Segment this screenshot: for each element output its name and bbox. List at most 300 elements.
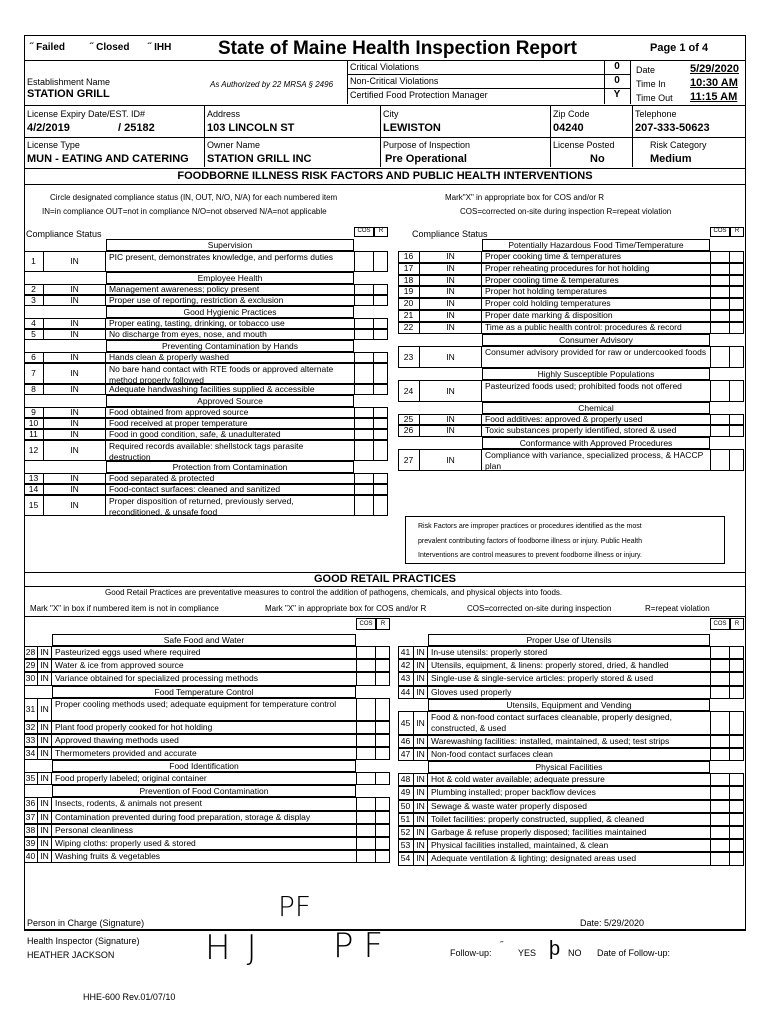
cos-checkbox[interactable] [356, 672, 376, 685]
cos-checkbox[interactable] [356, 734, 376, 747]
item-description: Proper cold holding temperatures [485, 298, 611, 309]
inspection-item-row [24, 484, 394, 495]
repeat-checkbox[interactable] [376, 734, 390, 747]
inspection-item-row [398, 322, 746, 334]
repeat-checkbox[interactable] [730, 425, 744, 437]
compliance-status[interactable]: IN [44, 484, 106, 495]
item-number: 28 [24, 646, 38, 659]
cos-checkbox[interactable] [710, 425, 730, 437]
item-description: Proper use of reporting, restriction & exclusion [109, 295, 284, 305]
license-posted-label: License Posted [553, 140, 615, 150]
repeat-checkbox[interactable] [730, 786, 744, 799]
item-description: Pasteurized foods used; prohibited foods not offered [485, 380, 682, 391]
cos-checkbox[interactable] [356, 811, 376, 824]
repeat-checkbox[interactable] [376, 772, 390, 785]
item-number: 51 [398, 813, 414, 826]
item-number: 49 [398, 786, 414, 799]
inspection-item-row [398, 263, 746, 275]
item-number: 3 [24, 295, 44, 306]
repeat-checkbox[interactable] [730, 839, 744, 852]
repeat-checkbox[interactable] [730, 826, 744, 839]
date-label: Date [636, 65, 656, 75]
compliance-status[interactable]: IN [44, 429, 106, 440]
cos-checkbox[interactable] [356, 698, 376, 721]
item-description: Food-contact surfaces: cleaned and sanitized [109, 484, 281, 494]
item-description: Washing fruits & vegetables [55, 851, 161, 862]
inspection-item-row [398, 286, 746, 298]
grp-right-r-header: R [730, 618, 744, 630]
grp-left-table [24, 618, 396, 900]
repeat-checkbox[interactable] [374, 473, 388, 484]
inspection-item-row [24, 811, 396, 824]
compliance-status[interactable]: IN [44, 251, 106, 272]
cos-checkbox[interactable] [354, 407, 374, 418]
compliance-status[interactable]: IN [38, 837, 52, 850]
item-number: 27 [398, 449, 420, 471]
repeat-checkbox[interactable] [730, 852, 744, 865]
section-header [24, 272, 394, 284]
cos-checkbox[interactable] [354, 251, 374, 272]
repeat-checkbox[interactable] [374, 318, 388, 329]
repeat-checkbox[interactable] [374, 407, 388, 418]
item-description: In-use utensils: properly stored [431, 647, 548, 657]
compliance-status[interactable]: IN [414, 852, 428, 865]
item-number: 10 [24, 418, 44, 429]
compliance-status[interactable]: IN [420, 346, 482, 368]
compliance-status[interactable]: IN [44, 329, 106, 340]
pic-signature-label: Person in Charge (Signature) [27, 918, 145, 928]
item-number: 5 [24, 329, 44, 340]
cos-checkbox[interactable] [710, 659, 730, 672]
compliance-status[interactable]: IN [38, 797, 52, 810]
compliance-status[interactable]: IN [38, 811, 52, 824]
license-expiry-value: 4/2/2019 [27, 122, 70, 134]
cos-checkbox[interactable] [710, 672, 730, 685]
time-in-label: Time In [636, 79, 666, 89]
repeat-checkbox[interactable] [374, 284, 388, 295]
compliance-status[interactable]: IN [420, 449, 482, 471]
compliance-status[interactable]: IN [420, 310, 482, 322]
inspection-item-row [24, 251, 394, 272]
item-description: Warewashing facilities: installed, maintained, & used; test strips [431, 735, 670, 746]
section-header-label: Prevention of Food Contamination [52, 785, 356, 797]
cos-checkbox[interactable] [710, 813, 730, 826]
inspection-item-row [24, 837, 396, 850]
compliance-status[interactable]: IN [44, 407, 106, 418]
repeat-checkbox[interactable] [376, 672, 390, 685]
item-description: Toxic substances properly identified, stored & used [485, 425, 677, 436]
city-value: LEWISTON [383, 122, 441, 134]
cos-checkbox[interactable] [710, 275, 730, 287]
cos-checkbox[interactable] [356, 837, 376, 850]
cos-checkbox[interactable] [710, 322, 730, 334]
compliance-status[interactable]: IN [44, 318, 106, 329]
inspection-item-row [24, 659, 396, 672]
repeat-checkbox[interactable] [730, 773, 744, 786]
compliance-status[interactable]: IN [38, 672, 52, 685]
compliance-status[interactable]: IN [420, 275, 482, 287]
repeat-checkbox[interactable] [374, 495, 388, 516]
cos-checkbox[interactable] [356, 659, 376, 672]
cos-checkbox[interactable] [710, 646, 730, 659]
compliance-status[interactable]: IN [38, 698, 52, 721]
compliance-status[interactable]: IN [420, 425, 482, 437]
cos-checkbox[interactable] [710, 298, 730, 310]
compliance-status[interactable]: IN [38, 747, 52, 760]
critical-violations-label: Critical Violations [350, 62, 419, 72]
section-header [24, 634, 396, 646]
section-header-label: Highly Susceptible Populations [482, 368, 710, 380]
compliance-status[interactable]: IN [44, 418, 106, 429]
compliance-status[interactable]: IN [414, 813, 428, 826]
compliance-status[interactable]: IN [38, 734, 52, 747]
repeat-checkbox[interactable] [730, 346, 744, 368]
fbi-left-cos-header: COS [354, 227, 374, 237]
grp-left-r-header: R [376, 618, 390, 630]
section-header-label: Safe Food and Water [52, 634, 356, 646]
repeat-checkbox[interactable] [376, 698, 390, 721]
item-number: 9 [24, 407, 44, 418]
inspection-item-row [24, 384, 394, 395]
item-number: 24 [398, 380, 420, 402]
repeat-checkbox[interactable] [374, 440, 388, 461]
cos-checkbox[interactable] [356, 797, 376, 810]
cos-checkbox[interactable] [710, 711, 730, 735]
repeat-checkbox[interactable] [730, 322, 744, 334]
repeat-checkbox[interactable] [376, 850, 390, 863]
inspection-item-row [398, 659, 746, 672]
fbi-left-table [24, 227, 394, 572]
item-description: No discharge from eyes, nose, and mouth [109, 329, 267, 339]
address-value: 103 LINCOLN ST [207, 122, 295, 134]
item-description: Utensils, equipment, & linens: properly stored, dried, & handled [431, 660, 669, 671]
compliance-status[interactable]: IN [38, 772, 52, 785]
est-name-value: STATION GRILL [27, 88, 110, 100]
repeat-checkbox[interactable] [730, 449, 744, 471]
repeat-checkbox[interactable] [374, 329, 388, 340]
compliance-status[interactable]: IN [414, 773, 428, 786]
item-number: 44 [398, 686, 414, 699]
section-header [24, 395, 394, 407]
fbi-legend-circle: Circle designated compliance status (IN, OUT, N/O, N/A) for each numbered item [50, 193, 338, 202]
license-posted-value: No [590, 153, 605, 165]
cos-checkbox[interactable] [710, 286, 730, 298]
form-id: HHE-600 Rev.01/07/10 [83, 992, 176, 1002]
cos-checkbox[interactable] [710, 800, 730, 813]
section-header [24, 760, 396, 772]
section-header-label: Approved Source [106, 395, 354, 407]
item-description: Plumbing installed; proper backflow devices [431, 787, 596, 798]
cos-checkbox[interactable] [354, 418, 374, 429]
item-number: 17 [398, 263, 420, 275]
cos-checkbox[interactable] [710, 449, 730, 471]
item-description: Garbage & refuse properly disposed; facilities maintained [431, 827, 647, 837]
cos-checkbox[interactable] [356, 646, 376, 659]
cos-checkbox[interactable] [356, 850, 376, 863]
repeat-checkbox[interactable] [730, 298, 744, 310]
compliance-status[interactable]: IN [414, 735, 428, 748]
cos-checkbox[interactable] [354, 295, 374, 306]
followup-label: Follow-up: [450, 948, 492, 958]
compliance-status[interactable]: IN [420, 286, 482, 298]
authorized-note: As Authorized by 22 MRSA § 2496 [210, 80, 334, 89]
grp-right-cos-header: COS [710, 618, 730, 630]
compliance-status[interactable]: IN [420, 414, 482, 426]
item-number: 19 [398, 286, 420, 298]
item-description: Food received at proper temperature [109, 418, 248, 428]
item-number: 12 [24, 440, 44, 461]
inspection-item-row [398, 735, 746, 748]
cos-checkbox[interactable] [356, 824, 376, 837]
repeat-checkbox[interactable] [730, 686, 744, 699]
compliance-status[interactable]: IN [44, 363, 106, 384]
item-number: 42 [398, 659, 414, 672]
repeat-checkbox[interactable] [376, 646, 390, 659]
license-type-label: License Type [27, 140, 80, 150]
item-number: 23 [398, 346, 420, 368]
repeat-checkbox[interactable] [730, 800, 744, 813]
compliance-status[interactable]: IN [414, 686, 428, 699]
section-header-label: Supervision [106, 239, 354, 251]
section-header-label: Good Hygienic Practices [106, 306, 354, 318]
repeat-checkbox[interactable] [376, 837, 390, 850]
cos-checkbox[interactable] [710, 414, 730, 426]
section-header [398, 699, 746, 711]
cos-checkbox[interactable] [356, 747, 376, 760]
owner-value: STATION GRILL INC [207, 153, 312, 165]
inspection-item-row [398, 826, 746, 839]
repeat-checkbox[interactable] [730, 711, 744, 735]
repeat-checkbox[interactable] [374, 484, 388, 495]
followup-no-checkbox[interactable]: þ [549, 938, 561, 960]
compliance-status[interactable]: IN [414, 839, 428, 852]
repeat-checkbox[interactable] [730, 251, 744, 263]
compliance-status[interactable]: IN [38, 824, 52, 837]
compliance-status[interactable]: IN [38, 850, 52, 863]
risk-factors-note: Risk Factors are improper practices or procedures identified as the most prevalent contributing factors of foodborne illness or injury. Public Health Interventions are control measures to prevent foodborne illness or injury. [405, 516, 725, 564]
compliance-status[interactable]: IN [44, 284, 106, 295]
repeat-checkbox[interactable] [730, 748, 744, 761]
item-number: 4 [24, 318, 44, 329]
repeat-checkbox[interactable] [376, 721, 390, 734]
repeat-checkbox[interactable] [374, 352, 388, 363]
address-label: Address [207, 109, 241, 119]
item-description: Food separated & protected [109, 473, 215, 483]
item-description: Food properly labeled; original container [55, 773, 207, 784]
item-number: 14 [24, 484, 44, 495]
item-description: Gloves used properly [431, 686, 512, 697]
compliance-status[interactable]: IN [44, 352, 106, 363]
inspection-item-row [398, 275, 746, 287]
repeat-checkbox[interactable] [374, 251, 388, 272]
noncritical-violations-label: Non-Critical Violations [350, 76, 439, 86]
compliance-status[interactable]: IN [414, 826, 428, 839]
cos-checkbox[interactable] [710, 686, 730, 699]
fbi-left-compliance-status: Compliance Status [26, 229, 102, 239]
compliance-status[interactable]: IN [44, 384, 106, 395]
purpose-value: Pre Operational [385, 153, 467, 165]
cos-checkbox[interactable] [354, 495, 374, 516]
cos-checkbox[interactable] [710, 346, 730, 368]
cos-checkbox[interactable] [356, 721, 376, 734]
inspection-item-row [24, 747, 396, 760]
section-header-label: Protection from Contamination [106, 461, 354, 473]
cos-checkbox[interactable] [710, 263, 730, 275]
followup-date-label: Date of Follow-up: [597, 948, 671, 958]
cos-checkbox[interactable] [354, 352, 374, 363]
repeat-checkbox[interactable] [374, 295, 388, 306]
item-description: Required records available: shellstock tags parasite destruction [109, 441, 304, 462]
risk-category-value: Medium [650, 153, 692, 165]
cos-checkbox[interactable] [710, 748, 730, 761]
inspection-item-row [24, 672, 396, 685]
compliance-status[interactable]: IN [420, 263, 482, 275]
inspection-item-row [398, 298, 746, 310]
cfpm-value: Y [613, 89, 621, 100]
compliance-status[interactable]: IN [414, 711, 428, 735]
license-expiry-label: License Expiry Date/EST. ID# [27, 109, 146, 119]
item-number: 53 [398, 839, 414, 852]
repeat-checkbox[interactable] [730, 263, 744, 275]
cos-checkbox[interactable] [356, 772, 376, 785]
repeat-checkbox[interactable] [374, 429, 388, 440]
inspection-item-row [398, 686, 746, 699]
cos-checkbox[interactable] [354, 440, 374, 461]
section-header-label: Food Identification [52, 760, 356, 772]
repeat-checkbox[interactable] [374, 363, 388, 384]
cos-checkbox[interactable] [354, 429, 374, 440]
compliance-status[interactable]: IN [44, 295, 106, 306]
compliance-status[interactable]: IN [44, 440, 106, 461]
item-description: Food & non-food contact surfaces cleanable, properly designed, constructed, & used [431, 711, 672, 733]
inspection-item-row [24, 429, 394, 440]
repeat-checkbox[interactable] [730, 735, 744, 748]
section-header-label: Food Temperature Control [52, 686, 356, 698]
repeat-checkbox[interactable] [376, 797, 390, 810]
repeat-checkbox[interactable] [376, 747, 390, 760]
item-description: Food obtained from approved source [109, 407, 249, 417]
compliance-status[interactable]: IN [44, 495, 106, 516]
repeat-checkbox[interactable] [730, 414, 744, 426]
compliance-status[interactable]: IN [420, 298, 482, 310]
cos-checkbox[interactable] [354, 473, 374, 484]
section-header-label: Utensils, Equipment and Vending [428, 699, 710, 711]
repeat-checkbox[interactable] [376, 824, 390, 837]
cos-checkbox[interactable] [710, 839, 730, 852]
phone-value: 207-333-50623 [635, 122, 710, 134]
repeat-checkbox[interactable] [374, 418, 388, 429]
item-description: Proper cooling time & temperatures [485, 274, 619, 285]
compliance-status[interactable]: IN [420, 380, 482, 402]
compliance-status[interactable]: IN [414, 748, 428, 761]
repeat-checkbox[interactable] [730, 646, 744, 659]
date-value: 5/29/2020 [690, 63, 739, 75]
compliance-status[interactable]: IN [414, 800, 428, 813]
inspection-item-row [398, 800, 746, 813]
cos-checkbox[interactable] [354, 384, 374, 395]
item-number: 22 [398, 322, 420, 334]
item-description: Consumer advisory provided for raw or undercooked foods [485, 346, 707, 357]
item-description: Adequate ventilation & lighting; designated areas used [431, 853, 637, 864]
repeat-checkbox[interactable] [376, 811, 390, 824]
item-description: Proper cooling methods used; adequate equipment for temperature control [55, 698, 337, 709]
item-description: Wiping cloths: properly used & stored [55, 838, 196, 848]
cos-checkbox[interactable] [710, 826, 730, 839]
item-description: Thermometers provided and accurate [55, 748, 197, 758]
license-type-value: MUN - EATING AND CATERING [27, 153, 189, 165]
inspection-item-row [24, 721, 396, 734]
repeat-checkbox[interactable] [730, 672, 744, 685]
critical-violations-value: 0 [614, 61, 620, 72]
grp-section-title: GOOD RETAIL PRACTICES [314, 573, 456, 585]
cos-checkbox[interactable] [710, 380, 730, 402]
cos-checkbox[interactable] [710, 310, 730, 322]
item-description: Proper reheating procedures for hot holding [485, 262, 650, 273]
signature-date: Date: 5/29/2020 [580, 918, 645, 928]
compliance-status[interactable]: IN [420, 322, 482, 334]
compliance-status[interactable]: IN [38, 646, 52, 659]
item-number: 8 [24, 384, 44, 395]
cos-checkbox[interactable] [354, 484, 374, 495]
repeat-checkbox[interactable] [376, 659, 390, 672]
item-description: Single-use & single-service articles: properly stored & used [431, 673, 654, 684]
cos-checkbox[interactable] [354, 329, 374, 340]
compliance-status[interactable]: IN [38, 659, 52, 672]
cos-checkbox[interactable] [710, 786, 730, 799]
item-description: Personal cleanliness [55, 824, 133, 835]
compliance-status[interactable]: IN [414, 786, 428, 799]
cos-checkbox[interactable] [354, 318, 374, 329]
repeat-checkbox[interactable] [730, 380, 744, 402]
cos-checkbox[interactable] [710, 852, 730, 865]
item-number: 6 [24, 352, 44, 363]
cos-checkbox[interactable] [710, 251, 730, 263]
compliance-status[interactable]: IN [414, 646, 428, 659]
item-description: Hands clean & properly washed [109, 352, 230, 362]
section-header [398, 402, 746, 414]
zip-value: 04240 [553, 122, 584, 134]
repeat-checkbox[interactable] [374, 384, 388, 395]
compliance-status[interactable]: IN [414, 659, 428, 672]
inspection-item-row [24, 418, 394, 429]
followup-yes-checkbox[interactable]: ˝ [500, 940, 503, 950]
compliance-status[interactable]: IN [44, 473, 106, 484]
item-number: 52 [398, 826, 414, 839]
section-header [24, 340, 394, 352]
fbi-section-title: FOODBORNE ILLNESS RISK FACTORS AND PUBLIC HEALTH INTERVENTIONS [177, 170, 593, 182]
compliance-status[interactable]: IN [38, 721, 52, 734]
repeat-checkbox[interactable] [730, 310, 744, 322]
item-description: Variance obtained for specialized processing methods [55, 673, 259, 684]
repeat-checkbox[interactable] [730, 286, 744, 298]
compliance-status[interactable]: IN [420, 251, 482, 263]
compliance-status[interactable]: IN [414, 672, 428, 685]
cos-checkbox[interactable] [710, 735, 730, 748]
repeat-checkbox[interactable] [730, 275, 744, 287]
inspection-item-row [24, 295, 394, 306]
item-description: Non-food contact surfaces clean [431, 749, 553, 759]
cos-checkbox[interactable] [354, 284, 374, 295]
item-number: 11 [24, 429, 44, 440]
inspection-item-row [398, 852, 746, 865]
repeat-checkbox[interactable] [730, 813, 744, 826]
est-name-label: Establishment Name [27, 77, 111, 87]
cos-checkbox[interactable] [710, 773, 730, 786]
item-description: Plant food properly cooked for hot holding [55, 721, 213, 732]
cos-checkbox[interactable] [354, 363, 374, 384]
inspection-item-row [398, 786, 746, 799]
repeat-checkbox[interactable] [730, 659, 744, 672]
